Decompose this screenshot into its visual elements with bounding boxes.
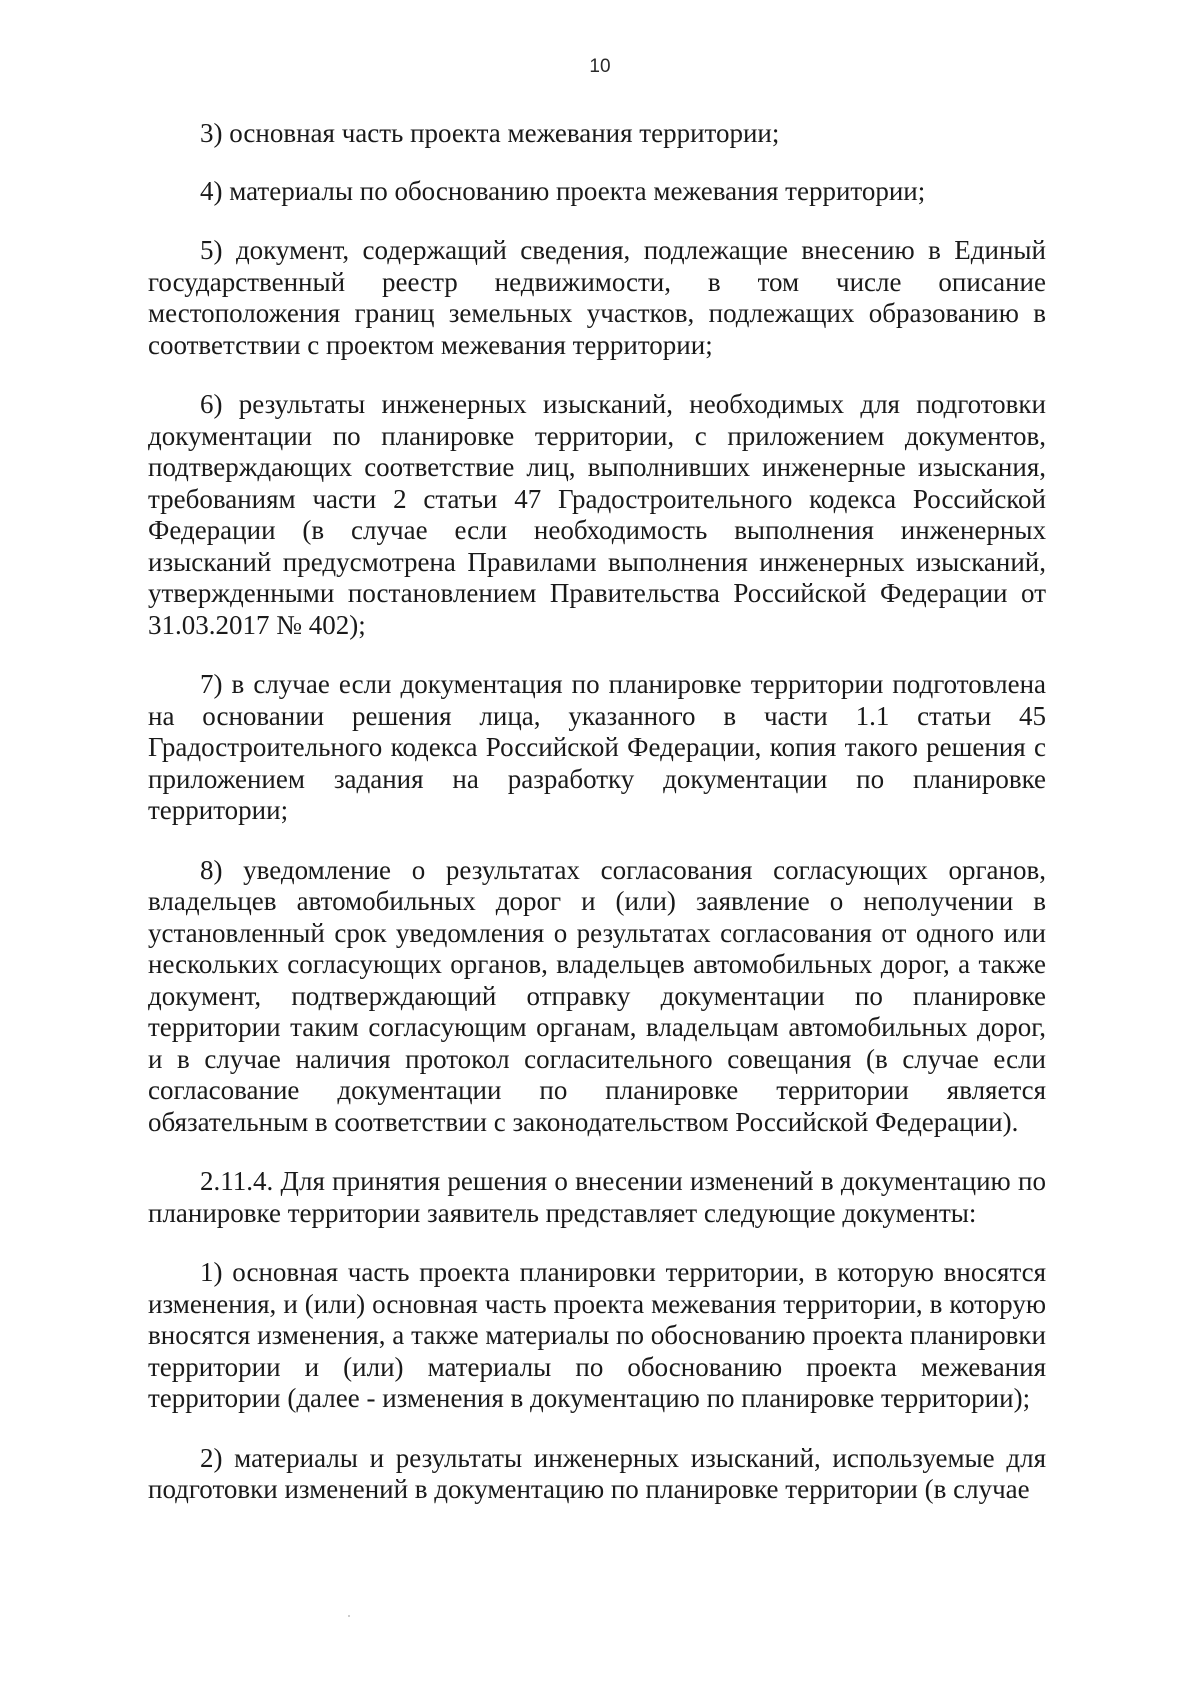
paragraph-sub-item-1: 1) основная часть проекта планировки территории, в которую вносятся изменения, и (или) основная часть проекта межевания территории, в которую вносятся изменения, а также материалы по обоснованию проекта планировки территории и (или) материалы по обоснованию проекта межевания территории (далее - изменения в документацию по планировке территории); (148, 1257, 1046, 1413)
paragraph-sub-item-2: 2) материалы и результаты инженерных изысканий, используемые для подготовки изменений в документацию по планировке территории (в случае (148, 1442, 1046, 1504)
document-body (148, 118, 1046, 1534)
paragraph-item-7: 7) в случае если документация по планировке территории подготовлена на основании решения лица, указанного в части 1.1 статьи 45 Градостроительного кодекса Российской Федерации, копия такого решения с приложением задания на разработку документации по планировке территории; (148, 669, 1046, 825)
scan-artifact (348, 1615, 350, 1617)
paragraph-item-5: 5) документ, содержащий сведения, подлежащие внесению в Единый государственный реестр недвижимости, в том числе описание местоположения границ земельных участков, подлежащих образованию в соответствии с проектом межевания территории; (148, 235, 1046, 360)
page-number: 10 (589, 56, 611, 77)
paragraph-item-6: 6) результаты инженерных изысканий, необходимых для подготовки документации по планировке территории, с приложением документов, подтверждающих соответствие лиц, выполнивших инженерные изыскания, требованиям части 2 статьи 47 Градостроительного кодекса Российской Федерации (в случае если необходимость выполнения инженерных изысканий предусмотрена Правилами выполнения инженерных изысканий, утвержденными постановлением Правительства Российской Федерации от 31.03.2017 № 402); (148, 389, 1046, 640)
section-2-11-4: 2.11.4. Для принятия решения о внесении изменений в документацию по планировке территории заявитель представляет следующие документы: (148, 1166, 1046, 1228)
paragraph-item-3: 3) основная часть проекта межевания территории; (200, 118, 780, 148)
paragraph-item-8: 8) уведомление о результатах согласования согласующих органов, владельцев автомобильных дорог и (или) заявление о неполучении в установленный срок уведомления о результатах согласования от одного или нескольких согласующих органов, владельцев автомобильных дорог, а также документ, подтверждающий отправку документации по планировке территории таким согласующим органам, владельцам автомобильных дорог, и в случае наличия протокол согласительного совещания (в случае если согласование документации по планировке территории является обязательным в соответствии с законодательством Российской Федерации). (148, 854, 1046, 1137)
paragraph-item-4: 4) материалы по обоснованию проекта межевания территории; (200, 175, 926, 206)
